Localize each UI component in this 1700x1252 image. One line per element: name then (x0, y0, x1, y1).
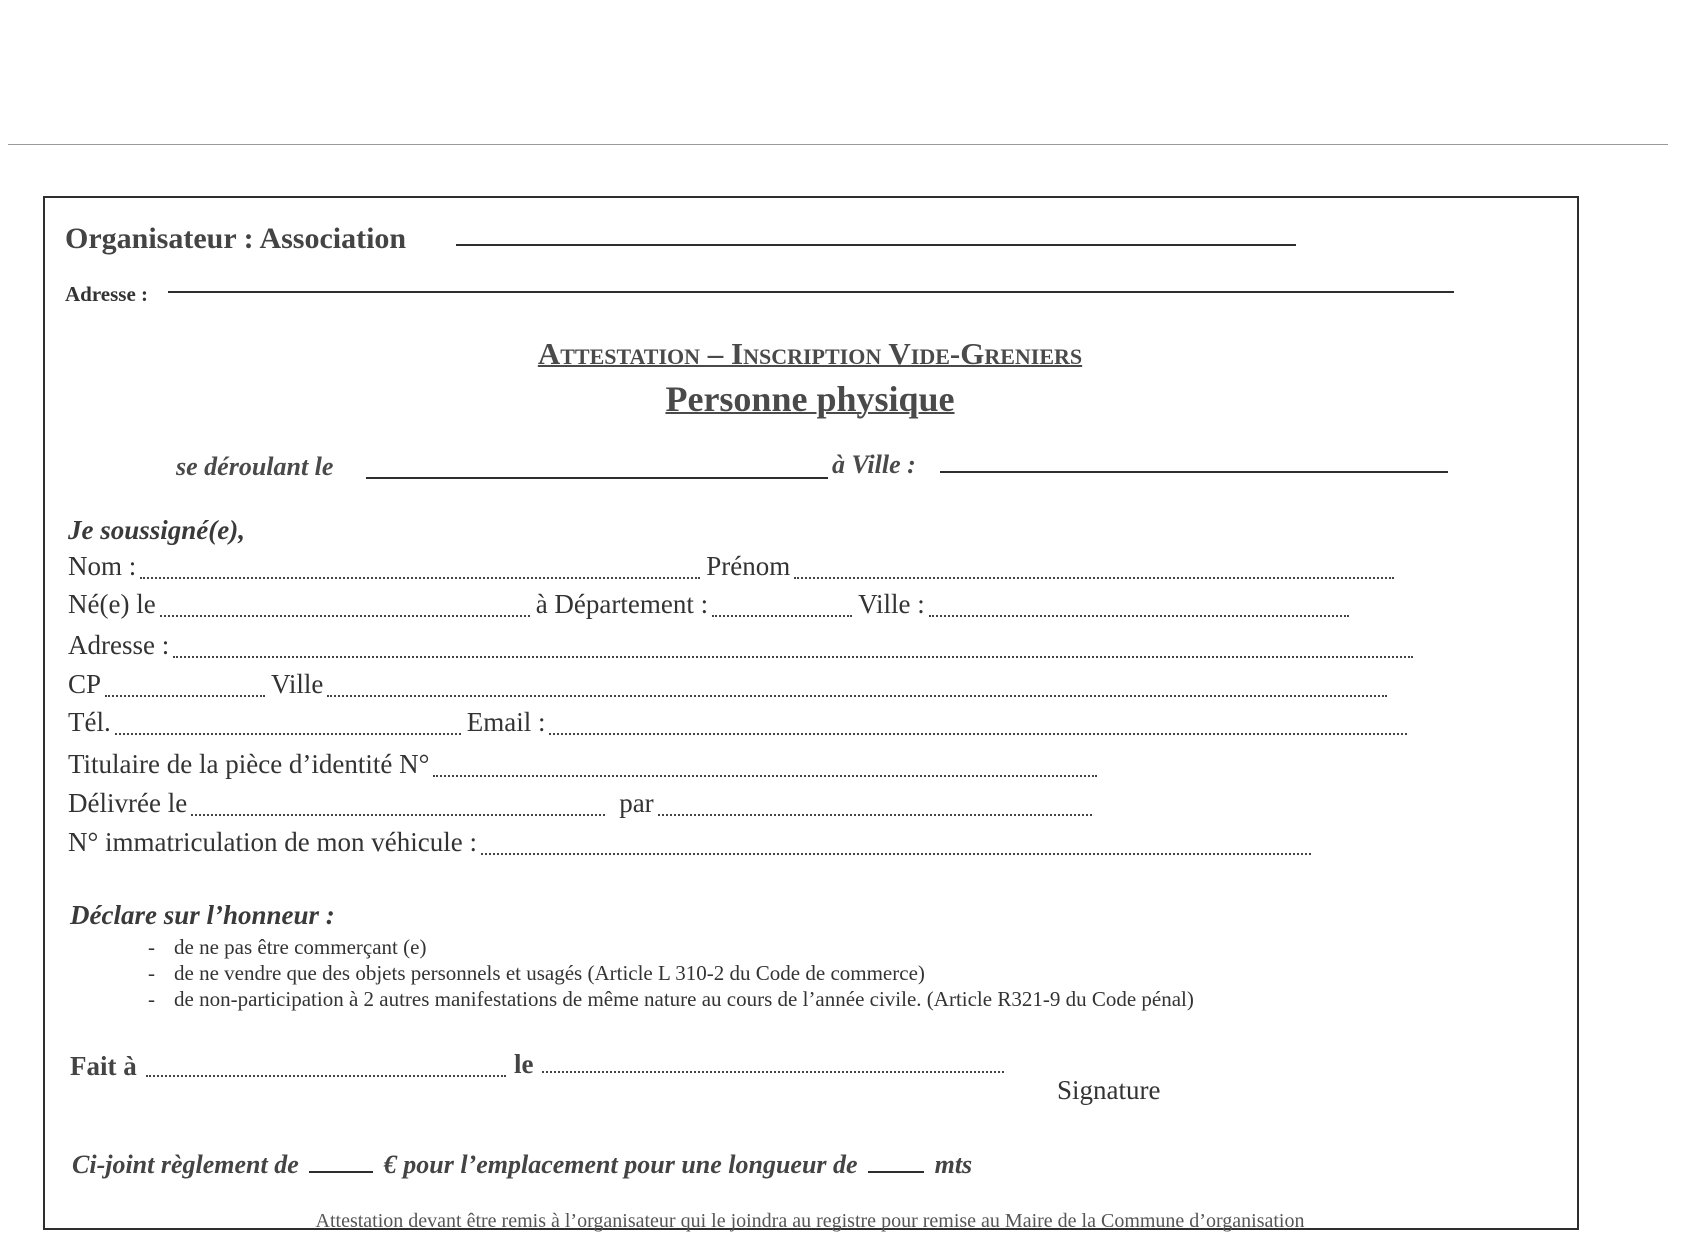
adresse-field[interactable] (173, 656, 1413, 658)
ne-le-field[interactable] (160, 615, 530, 617)
row-adresse (68, 630, 1419, 664)
event-date-field[interactable] (366, 477, 828, 479)
payment-text-after: mts (934, 1150, 973, 1179)
cp-field[interactable] (105, 695, 265, 697)
titulaire-label: Titulaire de la pièce d’identité N° (68, 749, 430, 779)
fait-le-field[interactable] (542, 1071, 1004, 1073)
row-immatriculation (68, 827, 1317, 861)
par-label: par (619, 788, 654, 818)
cp-label: CP (68, 669, 102, 699)
cp-ville-label: Ville (271, 669, 324, 699)
payment-amount-field[interactable] (309, 1171, 373, 1173)
cp-ville-field[interactable] (327, 695, 1387, 697)
nom-field[interactable] (140, 577, 700, 579)
immatriculation-field[interactable] (481, 853, 1311, 855)
delivree-field[interactable] (191, 814, 605, 816)
adresse-label: Adresse : (68, 630, 170, 660)
row-tel (68, 707, 1413, 741)
tel-field[interactable] (115, 733, 461, 735)
prenom-label: Prénom (706, 551, 791, 581)
organisateur-label: Organisateur : Association (65, 222, 407, 255)
prenom-field[interactable] (794, 577, 1394, 579)
organisateur-adresse-label: Adresse : (65, 282, 149, 306)
immatriculation-label: N° immatriculation de mon véhicule : (68, 827, 477, 857)
tel-label: Tél. (68, 707, 111, 737)
titulaire-field[interactable] (433, 775, 1097, 777)
document-title: Attestation – Inscription Vide-Greniers (537, 336, 1083, 371)
nom-label: Nom : (68, 551, 137, 581)
row-cp (68, 669, 1393, 703)
payment-text-middle: € pour l’emplacement pour une longueur de (383, 1150, 858, 1179)
payment-text-before: Ci-joint règlement de (72, 1150, 299, 1179)
email-label: Email : (466, 707, 546, 737)
email-field[interactable] (549, 733, 1407, 735)
departement-field[interactable] (712, 615, 852, 617)
declaration-item: - de ne pas être commerçant (e) (148, 935, 426, 960)
row-nom (68, 551, 1400, 585)
ne-le-label: Né(e) le (68, 589, 156, 619)
declaration-item: - de non-participation à 2 autres manifestations de même nature au cours de l’année civile. (Article R321-9 du Code pénal) (148, 987, 1194, 1012)
event-ville-field[interactable] (940, 471, 1448, 473)
soussigne-heading: Je soussigné(e), (68, 515, 245, 545)
page-edge-line (8, 144, 1668, 145)
signature-label: Signature (1057, 1075, 1161, 1105)
organisateur-adresse-field[interactable] (168, 291, 1454, 293)
fait-a-field[interactable] (146, 1075, 506, 1077)
naissance-ville-label: Ville : (858, 589, 925, 619)
fait-a-label: Fait à (70, 1051, 137, 1081)
event-date-label: se déroulant le (176, 452, 334, 481)
footer-note: Attestation devant être remis à l’organisateur qui le joindra au registre pour remise au Maire de la Commune d’organisation (315, 1210, 1305, 1232)
row-titulaire (68, 749, 1103, 783)
document-subtitle: Personne physique (665, 379, 955, 419)
organisateur-field[interactable] (456, 244, 1296, 246)
departement-label: à Département : (535, 589, 709, 619)
delivree-label: Délivrée le (68, 788, 188, 818)
declaration-item: - de ne vendre que des objets personnels et usagés (Article L 310-2 du Code de commerce) (148, 961, 925, 986)
naissance-ville-field[interactable] (929, 615, 1349, 617)
payment-line (72, 1150, 972, 1180)
row-naissance (68, 589, 1355, 623)
declaration-heading: Déclare sur l’honneur : (70, 900, 335, 930)
payment-length-field[interactable] (868, 1171, 924, 1173)
par-field[interactable] (658, 814, 1092, 816)
row-delivree (68, 788, 1098, 822)
event-ville-label: à Ville : (832, 450, 916, 479)
fait-le-label: le (514, 1049, 534, 1079)
